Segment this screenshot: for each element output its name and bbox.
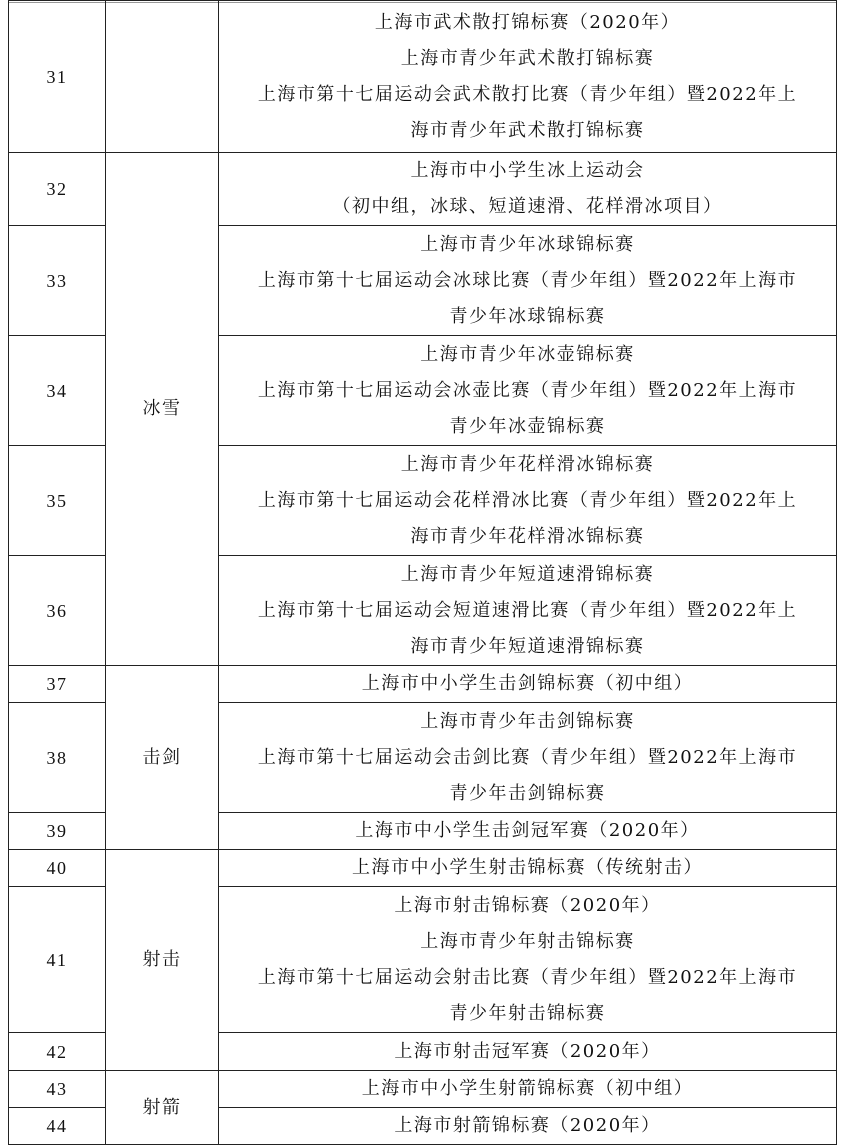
table-row <box>9 153 837 226</box>
row-number: 44 <box>9 1108 106 1145</box>
table-row <box>9 1 837 153</box>
event-line: 上海市青少年武术散打锦标赛 <box>400 47 655 69</box>
event-line: 海市青少年花样滑冰锦标赛 <box>410 525 645 547</box>
event-line: 上海市中小学生击剑冠军赛（2020年） <box>355 820 700 841</box>
row-number: 36 <box>9 556 106 666</box>
competition-table <box>8 0 837 1145</box>
event-line: 上海市第十七届运动会冰壶比赛（青少年组）暨2022年上海市 <box>257 379 798 401</box>
row-number: 34 <box>9 336 106 446</box>
event-cell <box>219 666 837 703</box>
event-cell <box>219 1071 837 1108</box>
event-cell <box>219 153 837 226</box>
row-number: 37 <box>9 666 106 703</box>
event-line: 上海市武术散打锦标赛（2020年） <box>374 11 681 33</box>
category-cell <box>106 1 219 153</box>
row-number: 43 <box>9 1071 106 1108</box>
event-line: 上海市第十七届运动会短道速滑比赛（青少年组）暨2022年上 <box>257 599 798 621</box>
row-number: 39 <box>9 813 106 850</box>
event-line: 青少年冰壶锦标赛 <box>449 415 606 437</box>
row-number: 32 <box>9 153 106 226</box>
event-line: 上海市青少年冰球锦标赛 <box>420 233 635 255</box>
event-cell <box>219 703 837 813</box>
category-cell: 击剑 <box>106 666 219 850</box>
event-line: 青少年击剑锦标赛 <box>449 782 606 804</box>
event-cell <box>219 887 837 1033</box>
row-number: 42 <box>9 1033 106 1071</box>
event-line: 上海市青少年短道速滑锦标赛 <box>400 563 655 585</box>
table-row <box>9 666 837 703</box>
event-cell <box>219 226 837 336</box>
event-line: （初中组，冰球、短道速滑、花样滑冰项目） <box>332 196 723 217</box>
event-cell <box>219 1108 837 1145</box>
event-line: 海市青少年短道速滑锦标赛 <box>410 635 645 657</box>
category-cell: 射击 <box>106 850 219 1071</box>
event-cell <box>219 850 837 887</box>
event-line: 上海市中小学生射箭锦标赛（初中组） <box>361 1078 694 1099</box>
event-line: 青少年冰球锦标赛 <box>449 305 606 327</box>
event-line: 上海市第十七届运动会花样滑冰比赛（青少年组）暨2022年上 <box>257 489 798 511</box>
event-line: 上海市青少年射击锦标赛 <box>420 930 635 952</box>
event-cell <box>219 1033 837 1071</box>
event-line: 上海市射击锦标赛（2020年） <box>394 894 661 916</box>
event-cell <box>219 1 837 153</box>
category-cell: 冰雪 <box>106 153 219 666</box>
event-line: 上海市中小学生击剑锦标赛（初中组） <box>361 673 694 694</box>
event-cell <box>219 813 837 850</box>
event-line: 上海市射箭锦标赛（2020年） <box>394 1115 661 1136</box>
table-row <box>9 850 837 887</box>
event-line: 青少年射击锦标赛 <box>449 1002 606 1024</box>
table-row <box>9 1071 837 1108</box>
event-cell <box>219 336 837 446</box>
event-line: 上海市第十七届运动会武术散打比赛（青少年组）暨2022年上 <box>257 83 798 105</box>
row-number: 31 <box>9 1 106 153</box>
event-cell <box>219 446 837 556</box>
event-line: 上海市青少年花样滑冰锦标赛 <box>400 453 655 475</box>
event-line: 上海市青少年冰壶锦标赛 <box>420 343 635 365</box>
event-line: 上海市第十七届运动会冰球比赛（青少年组）暨2022年上海市 <box>257 269 798 291</box>
event-line: 上海市中小学生冰上运动会 <box>410 160 645 181</box>
row-number: 33 <box>9 226 106 336</box>
event-line: 上海市射击冠军赛（2020年） <box>394 1040 661 1062</box>
category-cell: 射箭 <box>106 1071 219 1145</box>
event-line: 上海市第十七届运动会击剑比赛（青少年组）暨2022年上海市 <box>257 746 798 768</box>
row-number: 41 <box>9 887 106 1033</box>
row-number: 40 <box>9 850 106 887</box>
row-number: 35 <box>9 446 106 556</box>
event-line: 上海市中小学生射击锦标赛（传统射击） <box>352 857 703 878</box>
event-line: 上海市青少年击剑锦标赛 <box>420 710 635 732</box>
event-line: 上海市第十七届运动会射击比赛（青少年组）暨2022年上海市 <box>257 966 798 988</box>
row-number: 38 <box>9 703 106 813</box>
event-cell <box>219 556 837 666</box>
event-line: 海市青少年武术散打锦标赛 <box>410 119 645 141</box>
